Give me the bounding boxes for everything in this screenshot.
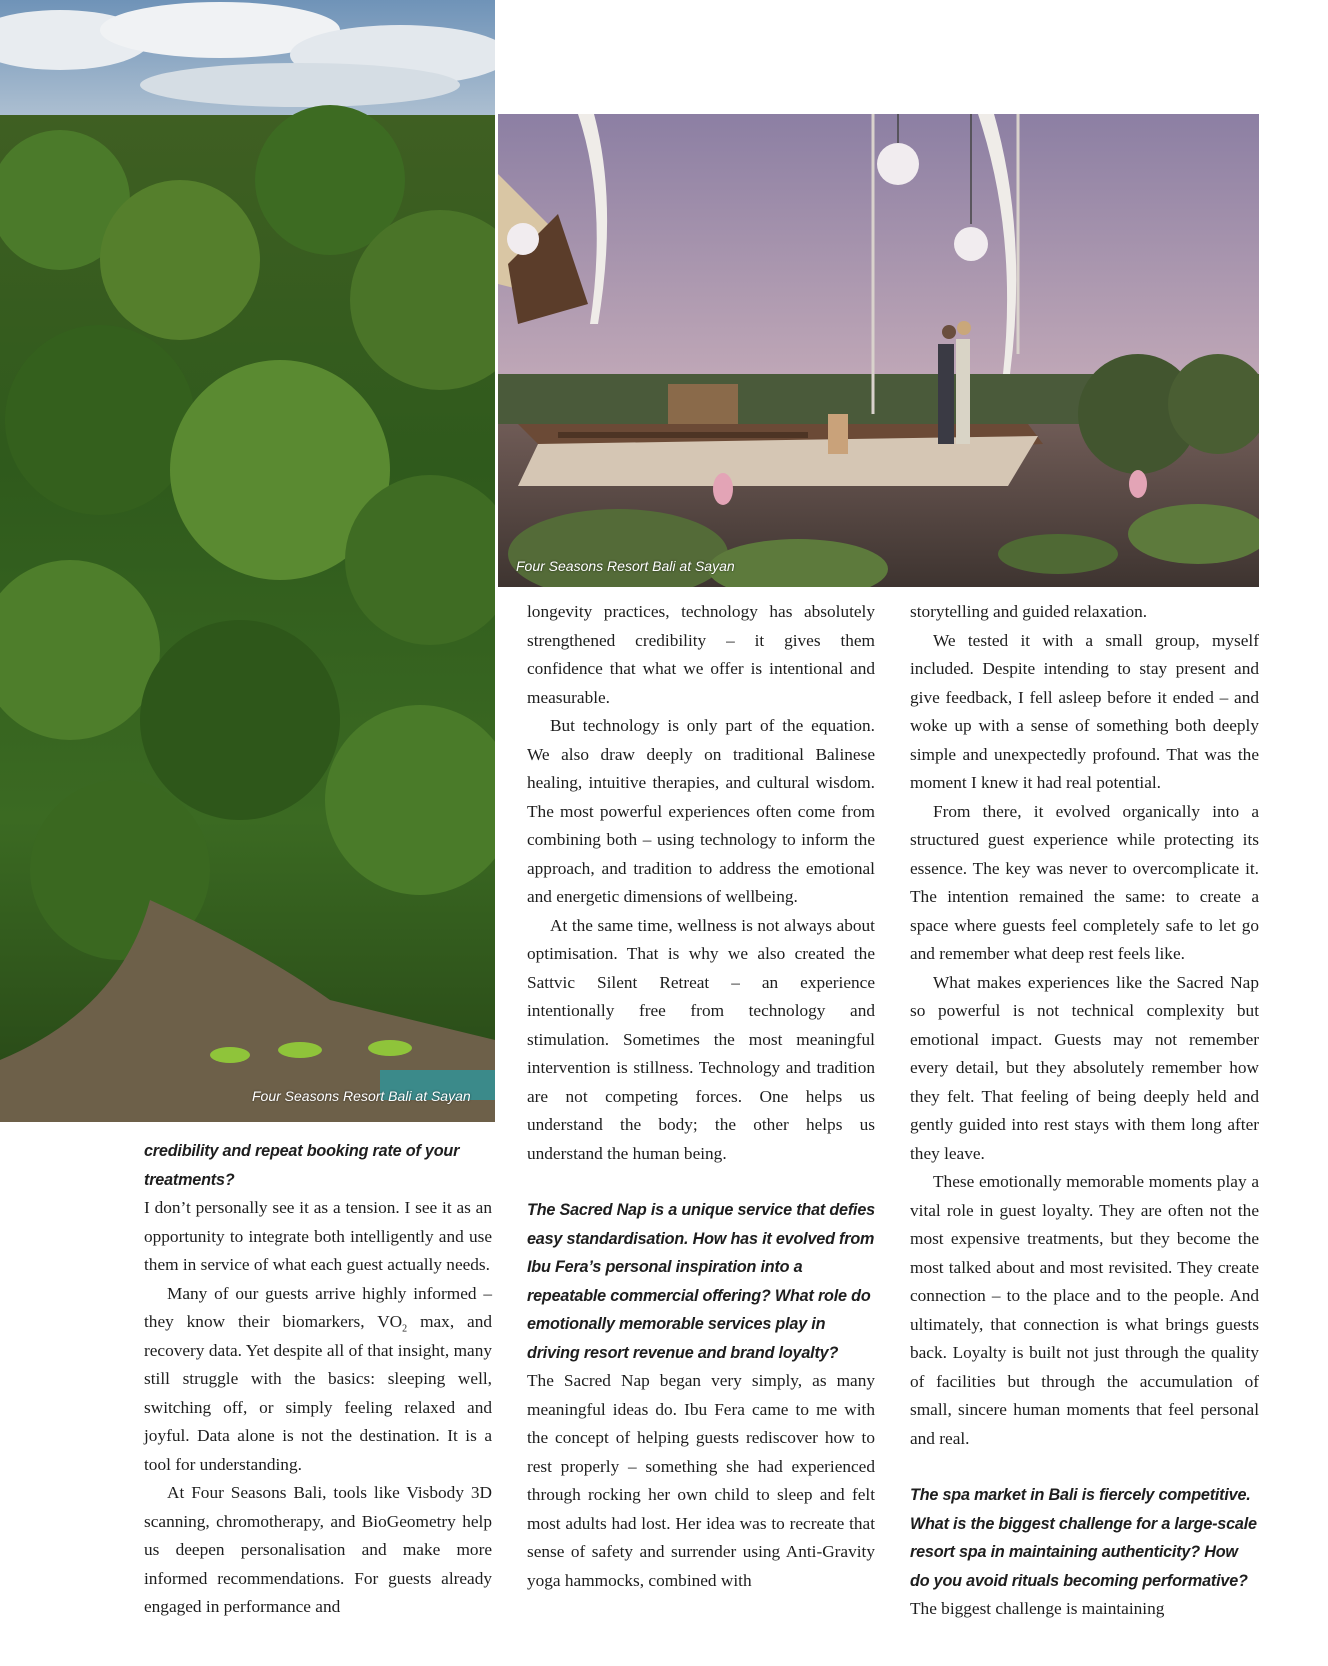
paragraph: We tested it with a small group, myself included. Despite intending to stay present and give feedback, I fell asleep before it ended – and woke up with a sense of something both deeply simple and unexpectedly profound. That was the moment I knew it had real potential. (910, 630, 1259, 792)
interview-question: The Sacred Nap is a unique service that defies easy standardisation. How has it evolved from Ibu Fera’s personal inspiration into a repeatable commercial offering? What role do emotionally memorable services play in driving resort revenue and brand loyalty? (527, 1201, 875, 1362)
paragraph: But technology is only part of the equation. We also draw deeply on traditional Balinese healing, intuitive therapies, and cultural wisdom. The most powerful experiences often come from combining both – using technology to inform the approach, and tradition to address the emotional and energetic dimensions of wellbeing. (527, 716, 875, 906)
interview-question: The spa market in Bali is fiercely competitive. What is the biggest challenge for a large-scale resort spa in maintaining authenticity? How do you avoid rituals becoming performative? (910, 1486, 1257, 1590)
interview-question: credibility and repeat booking rate of your treatments? (144, 1142, 460, 1189)
paragraph: longevity practices, technology has absolutely strengthened credibility – it gives them confidence that what we offer is intentional and measurable. (527, 602, 875, 707)
lotus-pond-deck-photo (498, 114, 1259, 587)
left-photo-caption: Four Seasons Resort Bali at Sayan (252, 1088, 471, 1104)
article-column-1 (144, 1137, 492, 1622)
paragraph: The Sacred Nap began very simply, as many meaningful ideas do. Ibu Fera came to me with the concept of helping guests rediscover how to rest properly – something she had experienced through rocking her own child to sleep and felt most adults had lost. Her idea was to recreate that sense of safety and surrender using Anti-Gravity yoga hammocks, combined with (527, 1371, 875, 1590)
paragraph: These emotionally memorable moments play a vital role in guest loyalty. They are often not the most expensive treatments, but they become the most talked about and most revisited. They create connection – to the place and to the people. And ultimately, that connection is what brings guests back. Loyalty is built not just through the quality of facilities but through the accumulation of small, sincere human moments that feel personal and real. (910, 1172, 1259, 1448)
paragraph: I don’t personally see it as a tension. I see it as an opportunity to integrate both intelligently and use them in service of what each guest actually needs. (144, 1198, 492, 1274)
paragraph: Many of our guests arrive highly informed – they know their biomarkers, $VO_2$ max, and recovery data. Yet despite all of that insight, many still struggle with the basics: sleeping well, switching off, or simply feeling relaxed and joyful. Data alone is not the destination. It is a tool for understanding. (144, 1283, 492, 1474)
paragraph: At the same time, wellness is not always about optimisation. That is why we also created the Sattvic Silent Retreat – an experience intentionally free from technology and stimulation. Sometimes the most meaningful intervention is stillness. Technology and tradition are not competing forces. One helps us understand the body; the other helps us understand the human being. (527, 915, 875, 1163)
right-photo-caption: Four Seasons Resort Bali at Sayan (516, 558, 735, 574)
jungle-valley-photo (0, 0, 495, 1122)
paragraph: From there, it evolved organically into a structured guest experience while protecting its essence. The key was never to overcomplicate it. The intention remained the same: to create a space where guests feel completely safe to let go and remember what deep rest feels like. (910, 801, 1259, 963)
paragraph: The biggest challenge is maintaining (910, 1599, 1165, 1618)
article-column-2 (527, 598, 875, 1595)
paragraph: storytelling and guided relaxation. (910, 602, 1148, 621)
article-column-3 (910, 598, 1259, 1624)
paragraph: What makes experiences like the Sacred Nap so powerful is not technical complexity but emotional impact. Guests may not remember every detail, but they absolutely remember how they felt. That feeling of being deeply held and gently guided into rest stays with them long after they leave. (910, 972, 1259, 1163)
paragraph: At Four Seasons Bali, tools like Visbody 3D scanning, chromotherapy, and BioGeometry help us deepen personalisation and make more informed recommendations. For guests already engaged in performance and (144, 1483, 492, 1616)
